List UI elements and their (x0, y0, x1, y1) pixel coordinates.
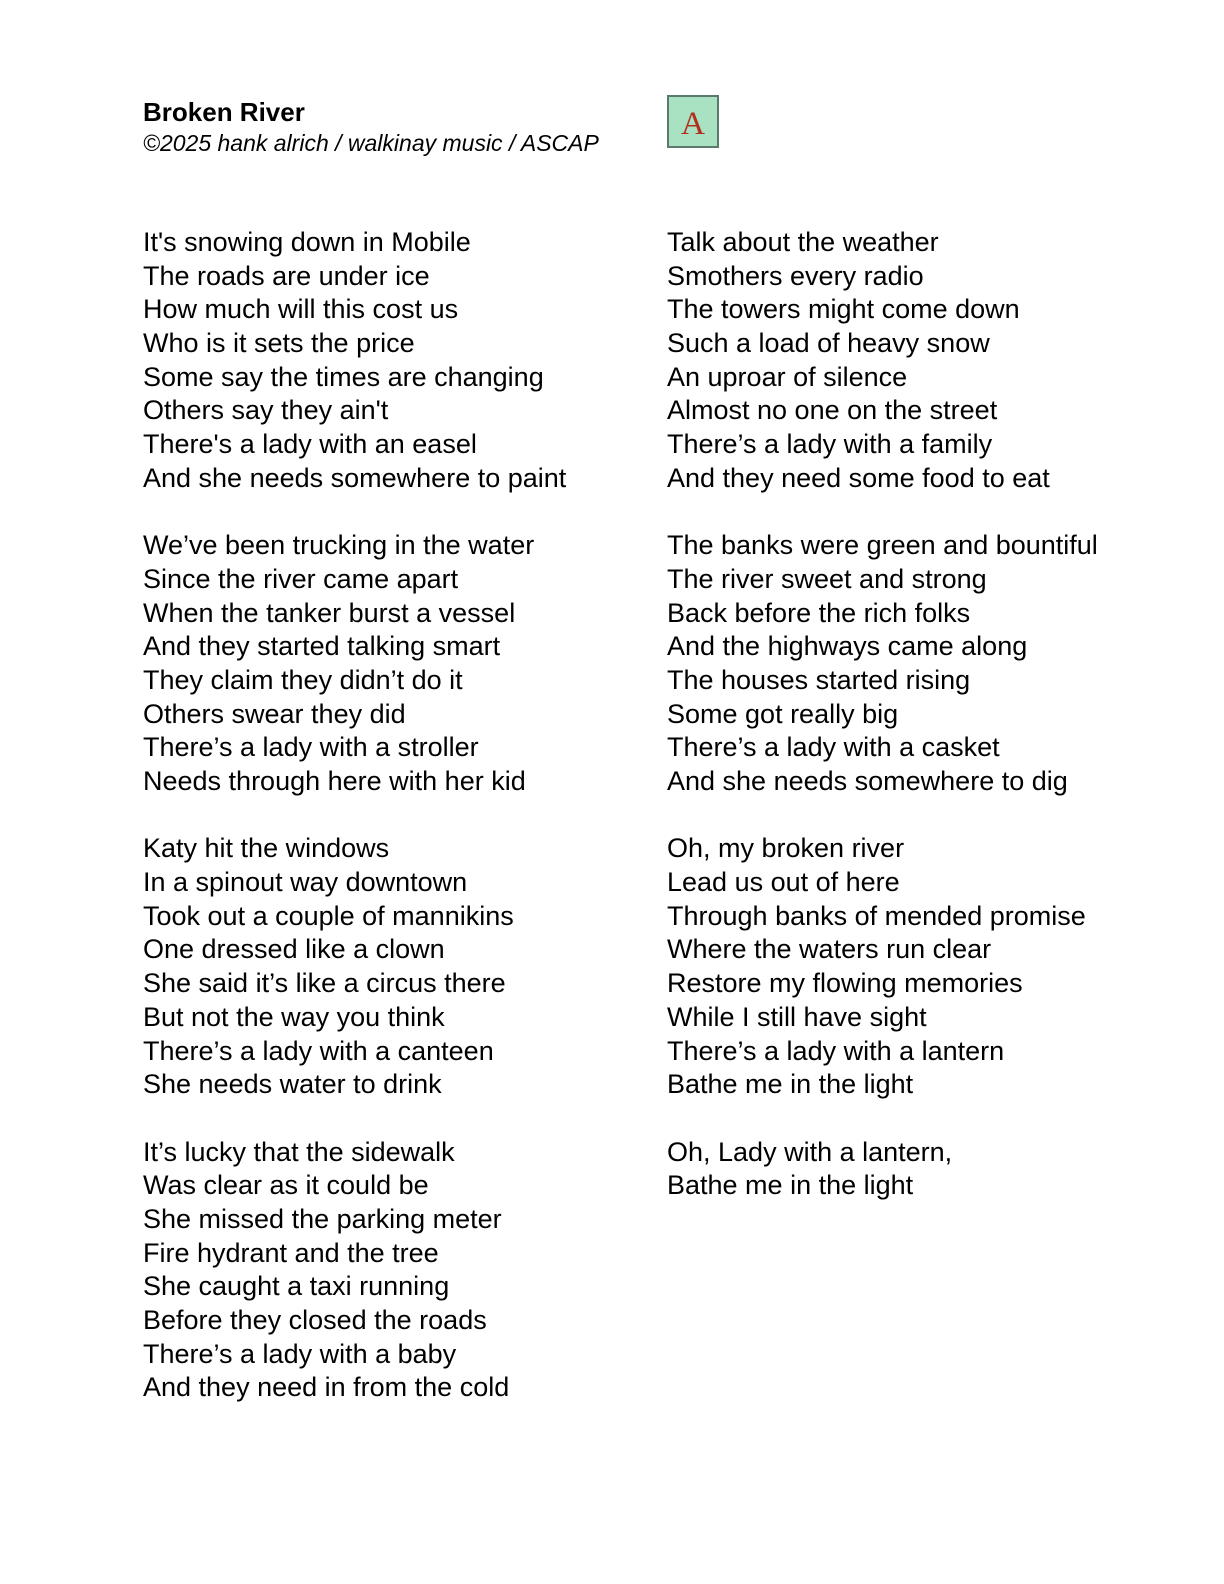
lyric-line: The roads are under ice (143, 260, 430, 291)
lyric-stanza (667, 529, 1098, 799)
lyric-line: And she needs somewhere to dig (667, 766, 1068, 796)
lyric-line: Some say the times are changing (143, 361, 544, 392)
copyright-credit: ©2025 hank alrich / walkinay music / ASCAP (143, 130, 599, 156)
lyric-line: Talk about the weather (667, 227, 939, 257)
lyric-line: Took out a couple of mannikins (143, 900, 514, 931)
logo-letter: A (681, 104, 705, 142)
lyric-line: The houses started rising (667, 664, 971, 695)
lyric-line: There’s a lady with a casket (667, 732, 1000, 763)
lyrics-right-column (667, 226, 1098, 1237)
lyric-line: Oh, my broken river (667, 833, 905, 864)
lyric-line: And the highways came along (667, 631, 1028, 662)
lyric-line: When the tanker burst a vessel (143, 597, 516, 628)
lyric-line: Almost no one on the street (667, 395, 998, 426)
lyric-line: Who is it sets the price (143, 328, 415, 359)
lyric-line: But not the way you think (143, 1001, 445, 1032)
lyric-line: Katy hit the windows (143, 833, 390, 864)
lyric-line: She needs water to drink (143, 1069, 442, 1100)
lyric-line: While I still have sight (667, 1001, 927, 1032)
lyric-line: Needs through here with her kid (143, 766, 526, 796)
lyric-line: The river sweet and strong (667, 563, 987, 594)
lyric-line: There’s a lady with a stroller (143, 732, 479, 763)
lyric-line: Before they closed the roads (143, 1305, 487, 1335)
lyric-line: Others say they ain't (143, 395, 389, 426)
lyric-line: Others swear they did (143, 698, 406, 729)
letter-a-logo-icon (667, 95, 719, 148)
lyric-line: She said it’s like a circus there (143, 968, 506, 999)
lyric-line: There’s a lady with a baby (143, 1338, 457, 1369)
lyric-line: Some got really big (667, 698, 899, 729)
lyric-line: We’ve been trucking in the water (143, 530, 535, 561)
lyric-line: Restore my flowing memories (667, 968, 1023, 999)
lyric-line: Where the waters run clear (667, 934, 992, 965)
lyric-stanza (143, 529, 566, 799)
lyric-line: And they started talking smart (143, 631, 501, 662)
lyric-line: Such a load of heavy snow (667, 328, 990, 359)
song-title: Broken River (143, 97, 305, 127)
lyric-line: She caught a taxi running (143, 1271, 450, 1302)
logo-graphic (669, 97, 717, 146)
lyric-line: Bathe me in the light (667, 1069, 914, 1100)
lyric-line: Lead us out of here (667, 867, 900, 898)
lyric-line: It's snowing down in Mobile (143, 227, 471, 257)
lyric-line: Was clear as it could be (143, 1170, 429, 1201)
lyric-line: There’s a lady with a canteen (143, 1035, 494, 1066)
lyric-line: One dressed like a clown (143, 934, 445, 965)
lyric-line: She missed the parking meter (143, 1203, 502, 1234)
lyric-line: Fire hydrant and the tree (143, 1237, 439, 1268)
lyric-line: There’s a lady with a lantern (667, 1035, 1005, 1066)
lyric-line: The banks were green and bountiful (667, 530, 1098, 561)
lyric-line: And they need some food to eat (667, 462, 1050, 493)
lyric-stanza (143, 226, 566, 496)
lyric-line: Through banks of mended promise (667, 900, 1086, 931)
lyrics-left-column (143, 226, 566, 1439)
lyric-stanza (667, 1136, 1098, 1203)
lyric-line: There’s a lady with a family (667, 429, 993, 460)
lyric-stanza (667, 226, 1098, 496)
lyric-line: The towers might come down (667, 294, 1020, 325)
lyric-line: In a spinout way downtown (143, 867, 468, 898)
lyric-line: Since the river came apart (143, 563, 459, 594)
lyric-stanza (143, 832, 566, 1102)
lyric-line: Back before the rich folks (667, 597, 971, 628)
lyric-line: How much will this cost us (143, 294, 459, 325)
lyric-line: An uproar of silence (667, 361, 908, 392)
lyric-line: Oh, Lady with a lantern, (667, 1136, 953, 1167)
lyric-stanza (143, 1136, 566, 1406)
lyric-line: Bathe me in the light (667, 1170, 914, 1201)
lyric-line: And they need in from the cold (143, 1372, 510, 1403)
lyric-line: There's a lady with an easel (143, 429, 477, 460)
lyric-line: Smothers every radio (667, 260, 924, 291)
lyric-line: They claim they didn’t do it (143, 664, 463, 695)
lyric-stanza (667, 832, 1098, 1102)
lyric-line: It’s lucky that the sidewalk (143, 1136, 455, 1167)
lyric-line: And she needs somewhere to paint (143, 462, 567, 493)
